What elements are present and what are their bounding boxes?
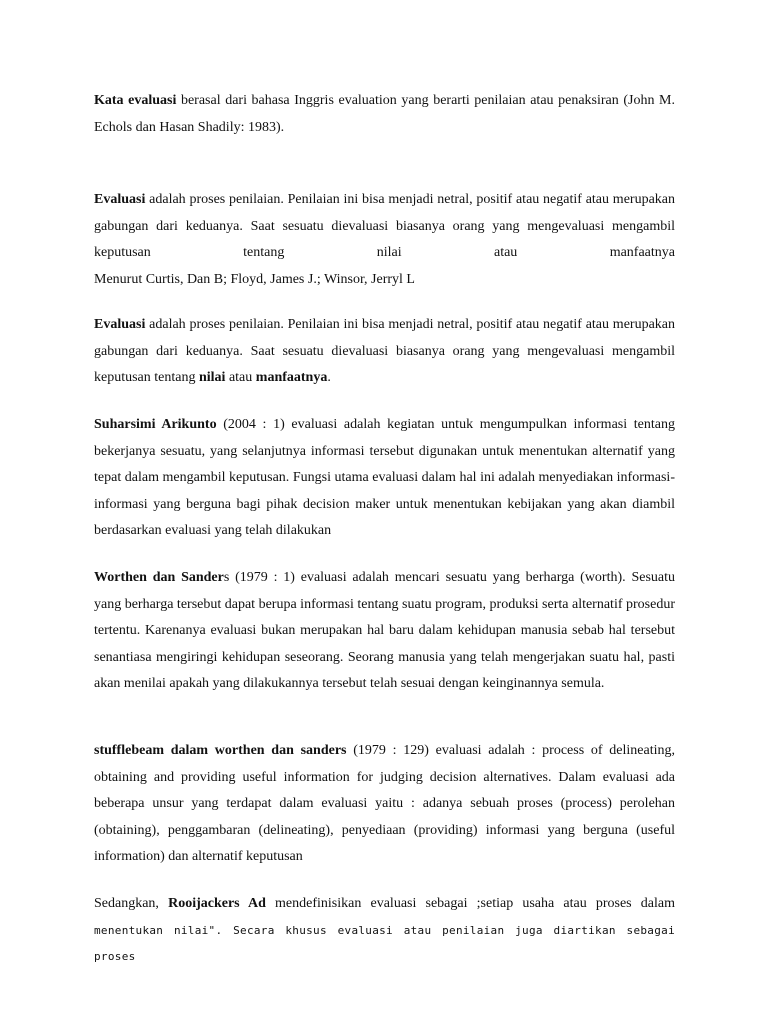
etymology-text: berasal dari bahasa Inggris evaluation yang berarti penilaian atau penaksiran (John M. Echols dan Hasan Shadily: 1983). — [94, 93, 675, 135]
author-rooijackers-ad: Rooijackers Ad — [168, 896, 266, 911]
term-evaluasi-1: Evaluasi — [94, 192, 146, 207]
rooijackers-tail: menentukan nilai". Secara khusus evaluasi atau penilaian juga diartikan sebagai proses — [94, 923, 675, 964]
paragraph-worthen-sanders — [94, 565, 675, 698]
paragraph-rooijackers — [94, 891, 675, 971]
author-worthen-sanders: Worthen dan Sander — [94, 570, 224, 585]
worthen-text: s (1979 : 1) evaluasi adalah mencari sesuatu yang berharga (worth). Sesuatu yang berharga tersebut dapat berupa informasi tentang suatu program, produksi serta alternatif prosedur tertentu. Karenanya evaluasi bukan merupakan hal baru dalam kehidupan manusia sebab hal tersebut senantiasa mengiringi kehidupan seseorang. Seorang manusia yang telah mengerjakan suatu hal, pasti akan menilai apakah yang dilakukannya tersebut telah sesuai dengan keinginannya semula. — [94, 570, 676, 692]
definition-2-mid: atau — [225, 370, 256, 386]
definition-2-end: . — [327, 370, 331, 386]
paragraph-etymology — [94, 88, 675, 141]
term-evaluasi-2: Evaluasi — [94, 317, 146, 332]
paragraph-definition-2 — [94, 312, 675, 392]
paragraph-curtis-attribution: Menurut Curtis, Dan B; Floyd, James J.; Winsor, Jerryl L — [94, 272, 415, 287]
author-suharsimi-arikunto: Suharsimi Arikunto — [94, 417, 217, 432]
paragraph-suharsimi — [94, 412, 675, 545]
definition-2-text: adalah proses penilaian. Penilaian ini bisa menjadi netral, positif atau negatif atau merupakan gabungan dari keduanya. Saat sesuatu dievaluasi biasanya orang yang mengevaluasi mengambil keputusan tentang — [94, 317, 675, 386]
paragraph-definition-1 — [94, 187, 675, 267]
definition-1-text: adalah proses penilaian. Penilaian ini bisa menjadi netral, positif atau negatif atau merupakan gabungan dari keduanya. Saat sesuatu dievaluasi biasanya orang yang mengevaluasi mengambil keputusan tentang nilai atau manfaatnya — [94, 192, 675, 261]
term-kata-evaluasi: Kata evaluasi — [94, 93, 177, 108]
rooijackers-text: mendefinisikan evaluasi sebagai ;setiap usaha atau proses dalam — [265, 896, 675, 911]
paragraph-stufflebeam — [94, 738, 675, 871]
rooijackers-lead: Sedangkan, — [94, 896, 169, 911]
term-nilai: nilai — [198, 370, 226, 386]
stufflebeam-text: (1979 : 129) evaluasi adalah : process of delineating, obtaining and providing useful information for judging decision alternatives. Dalam evaluasi ada beberapa unsur yang terdapat dalam evaluasi yaitu : adanya sebuah proses (process) perolehan (obtaining), penggambaran (delineating), penyediaan (providing) informasi yang berguna (useful information) dan alternatif keputusan — [94, 743, 675, 865]
author-stufflebeam: stufflebeam dalam worthen dan sanders — [94, 743, 347, 758]
suharsimi-text: (2004 : 1) evaluasi adalah kegiatan untuk mengumpulkan informasi tentang bekerjanya sesuatu, yang selanjutnya informasi tersebut digunakan untuk menentukan alternatif yang tepat dalam mengambil keputusan. Fungsi utama evaluasi dalam hal ini adalah menyediakan informasi-informasi yang berguna bagi pihak decision maker untuk menentukan kebijakan yang akan diambil berdasarkan evaluasi yang telah dilakukan — [94, 417, 675, 539]
term-manfaatnya: manfaatnya — [255, 370, 328, 386]
